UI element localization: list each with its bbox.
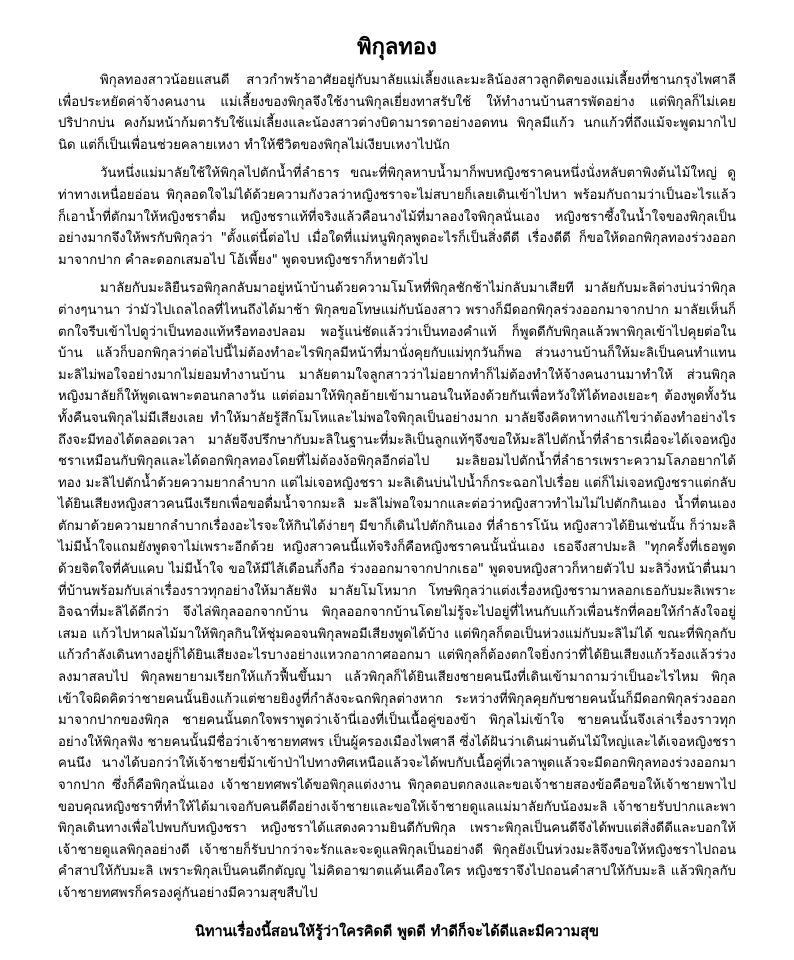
story-moral: นิทานเรื่องนี้สอนให้รู้ว่าใครคิดดี พูดดี ทำดีก็จะได้ดีและมีความสุข — [195, 923, 599, 940]
story-paragraph-3: มาลัยกับมะลิยืนรอพิกุลกลับมาอยู่หน้าบ้านด้วยความโมโหที่พิกุลชักช้าไม่กลับมาเสียที มาลัยกับมะลิต่างบ่นว่าพิกุลต่างๆนานา ว่ามัวไปเถลไถลที่ไหนถึงได้มาช้า พิกุลขอโทษแม่กับน้องสาว พรางก็มีดอกพิกุลร่วงออกมาจากปาก มาลัยเห็นก็ตกใจรีบเข้าไปดูว่าเป็นทองแท้หรือทองปลอม พอรู้แน่ชัดแล้วว่าเป็นทองคำแท้ ก็พูดดีกับพิกุลแล้วพาพิกุลเข้าไปคุยต่อในบ้าน แล้วก็บอกพิกุลว่าต่อไปนี้ไม่ต้องทำอะไรพิกุลมีหน้าที่มานั่งคุยกับแม่ทุกวันก็พอ ส่วนงานบ้านก็ให้มะลิเป็นคนทำแทน มะลิไม่พอใจอย่างมากไม่ยอมทำงานบ้าน มาลัยตามใจลูกสาวว่าไม่อยากทำก็ไม่ต้องทำให้จ้างคนงานมาทำให้ ส่วนพิกุลหญิงมาลัยก็ให้พูดเฉพาะตอนกลางวัน แต่ต่อมาให้พิกุลย้ายเข้ามานอนในห้องด้วยกันเพื่อหวังให้ได้ทองเยอะๆ ต้องพูดทั้งวันทั้งคืนจนพิกุลไม่มีเสียงเลย ทำให้มาลัยรู้สึกโมโหและไม่พอใจพิกุลเป็นอย่างมาก มาลัยจึงคิดหาทางแก้ไขว่าต้องทำอย่างไรถึงจะมีทองได้ตลอดเวลา มาลัยจึงปรึกษากับมะลิในฐานะที่มะลิเป็นลูกแท้ๆจึงขอให้มะลิไปตักน้ำที่ลำธารเผื่อจะได้เจอหญิงชราเหมือนกับพิกุลและได้ดอกพิกุลทองโดยที่ไม่ต้องง้อพิกุลอีกต่อไป มะลิยอมไปตักน้ำที่ลำธารเพราะความโลภอยากได้ทอง มะลิไปตักน้ำด้วยความยากลำบาก แต่ไม่เจอหญิงชรา มะลิเดินบ่นไปน้ำก็กระฉอกไปเรื่อย แต่ก็ไม่เจอหญิงชราแต่กลับได้ยินเสียงหญิงสาวคนนึงเรียกเพื่อขอดื่มน้ำจากมะลิ มะลิไม่พอใจมากและต่อว่าหญิงสาวทำไมไม่ไปตักกินเอง น้ำที่ตนเองตักมาด้วยความยากลำบากเรื่องอะไรจะให้กินได้ง่ายๆ มีขาก็เดินไปตักกินเอง ที่ลำธารโน้น หญิงสาวได้ยินเช่นนั้น ก็ว่ามะลิไม่มีน้ำใจแถมยังพูดจาไม่เพราะอีกด้วย หญิงสาวคนนี้แท้จริงก็คือหญิงชราคนนั้นนั่นเอง เธอจึงสาปมะลิ "ทุกครั้งที่เธอพูดด้วยจิตใจที่คับแคบ ไม่มีน้ำใจ ขอให้มีไส้เดือนกิ้งกือ ร่วงออกมาจากปากเธอ" พูดจบหญิงสาวก็หายตัวไป มะลิวิ่งหน้าตื่นมาที่บ้านพร้อมกับเล่าเรื่องราวทุกอย่างให้มาลัยฟัง มาลัยโมโหมาก โทษพิกุลว่าแต่งเรื่องหญิงชรามาหลอกเธอกับมะลิเพราะอิจฉาที่มะลิได้ดีกว่า จึงไล่พิกุลออกจากบ้าน พิกุลออกจากบ้านโดยไม่รู้จะไปอยู่ที่ไหนกับแก้วเพื่อนรักที่คอยให้กำลังใจอยู่เสมอ แก้วไปหาผลไม้มาให้พิกุลกินให้ชุ่มคอจนพิกุลพอมีเสียงพูดได้บ้าง แต่พิกุลก็ตอเป็นห่วงแม่กับมะลิไม่ได้ ขณะที่พิกุลกับแก้วกำลังเดินทางอยู่ก็ได้ยินเสียงอะไรบางอย่างแหวกอากาศออกมา แต่พิกุลก็ต้องตกใจยิ่งกว่าที่ได้ยินเสียงแก้วร้องแล้วร่วงลงมาสลบไป พิกุลพยายามเรียกให้แก้วฟื้นขึ้นมา แล้วพิกุลก็ได้ยินเสียงชายคนนึงที่เดินเข้ามาถามว่าเป็นอะไรไหม พิกุลเข้าใจผิดคิดว่าชายคนนั้นยิงแก้วแต่ชายยิงงูที่กำลังจะฉกพิกุลต่างหาก ระหว่างที่พิกุลคุยกับชายคนนั้นก็มีดอกพิกุลร่วงออกมาจากปากของพิกุล ชายคนนั้นตกใจพราพูดว่าเจ้านี่เองที่เป็นเนื้อคู่ของข้า พิกุลไม่เข้าใจ ชายคนนั้นจึงเล่าเรื่องราวทุกอย่างให้พิกุลฟัง ชายคนนั้นมีชื่อว่าเจ้าชายทศพร เป็นผู้ครองเมืองไพศาลี ซึ่งได้ฝันว่าเดินผ่านต้นไม้ใหญ่และได้เจอหญิงชราคนนึง นางได้บอกว่าให้เจ้าชายขี่ม้าเข้าป่าไปทางทิศเหนือแล้วจะได้พบกับเนื้อคู่ที่เวลาพูดแล้วจะมีดอกพิกุลทองร่วงออกมาจากปาก ซึ่งก็คือพิกุลนั่นเอง เจ้าชายทศพรได้ขอพิกุลแต่งงาน พิกุลตอบตกลงและขอเจ้าชายสองข้อคือขอให้เจ้าชายพาไปขอบคุณหญิงชราที่ทำให้ได้มาเจอกับคนดีดีอย่างเจ้าชายและขอให้เจ้าชายดูแลแม่มาลัยกับน้องมะลิ เจ้าชายรับปากและพาพิกุลเดินทางเพื่อไปพบกับหญิงชรา หญิงชราได้แสดงความยินดีกับพิกุล เพราะพิกุลเป็นคนดีจึงได้พบแต่สิ่งดีดีและบอกให้เจ้าชายดูแลพิกุลอย่างดี เจ้าชายก็รับปากว่าจะรักและจะดูแลพิกุลเป็นอย่างดี พิกุลยังเป็นห่วงมะลิจึงขอให้หญิงชราไปถอนคำสาปให้กับมะลิ เพราะพิกุลเป็นคนดีกตัญญู ไม่คิดอาฆาตแค้นเคืองใคร หญิงชราจึงไปถอนคำสาปให้กับมะลิ แล้วพิกุลกับเจ้าชายทศพรก็ครองคู่กันอย่างมีความสุขสืบไป — [58, 281, 736, 901]
story-title: พิกุลทอง — [357, 35, 437, 60]
story-paragraph-2: วันหนึ่งแม่มาลัยใช้ให้พิกุลไปตักน้ำที่ลำธาร ขณะที่พิกุลหาบน้ำมาก็พบหญิงชราคนหนึ่งนั่งหลับตาพิงต้นไม้ใหญ่ ดูท่าทางเหนื่อยอ่อน พิกุลอดใจไม่ได้ด้วยความกังวลว่าหญิงชราจะไม่สบายก็เลยเดินเข้าไปหา พร้อมกับถามว่าเป็นอะไรแล้วก็เอาน้ำที่ตักมาให้หญิงชราดื่ม หญิงชราแท้ที่จริงแล้วคือนางไม้ที่มาลองใจพิกุลนั่นเอง หญิงชราซึ้งในน้ำใจของพิกุลเป็นอย่างมากจึงให้พรกับพิกุลว่า "ตั้งแต่นี้ต่อไป เมื่อใดที่แม่หนูพิกุลพูดอะไรก็เป็นสิ่งดีดี เรื่องดีดี ก็ขอให้ดอกพิกุลทองร่วงออกมาจากปาก คำละดอกเสมอไป โอ้เพี้ยง" พูดจบหญิงชราก็หายตัวไป — [58, 166, 736, 268]
story-paragraph-1: พิกุลทองสาวน้อยแสนดี สาวกำพร้าอาศัยอยู่กับมาลัยแม่เลี้ยงและมะลิน้องสาวลูกติดของแม่เลี้ยงที่ชานกรุงไพศาลี เพื่อประหยัดค่าจ้างคนงาน แม่เลี้ยงของพิกุลจึงใช้งานพิกุลเยี่ยงทาสรับใช้ ให้ทำงานบ้านสารพัดอย่าง แต่พิกุลก็ไม่เคยปริปากบ่น คงก้มหน้าก้มตารับใช้แม่เลี้ยงและน้องสาวต่างบิดามารดาอย่างอดทน พิกุลมีแก้ว นกแก้วที่ถึงแม้จะพูดมากไปนิด แต่ก็เป็นเพื่อนช่วยคลายเหงา ทำให้ชีวิตของพิกุลไม่เงียบเหงาไปนัก — [58, 73, 736, 153]
